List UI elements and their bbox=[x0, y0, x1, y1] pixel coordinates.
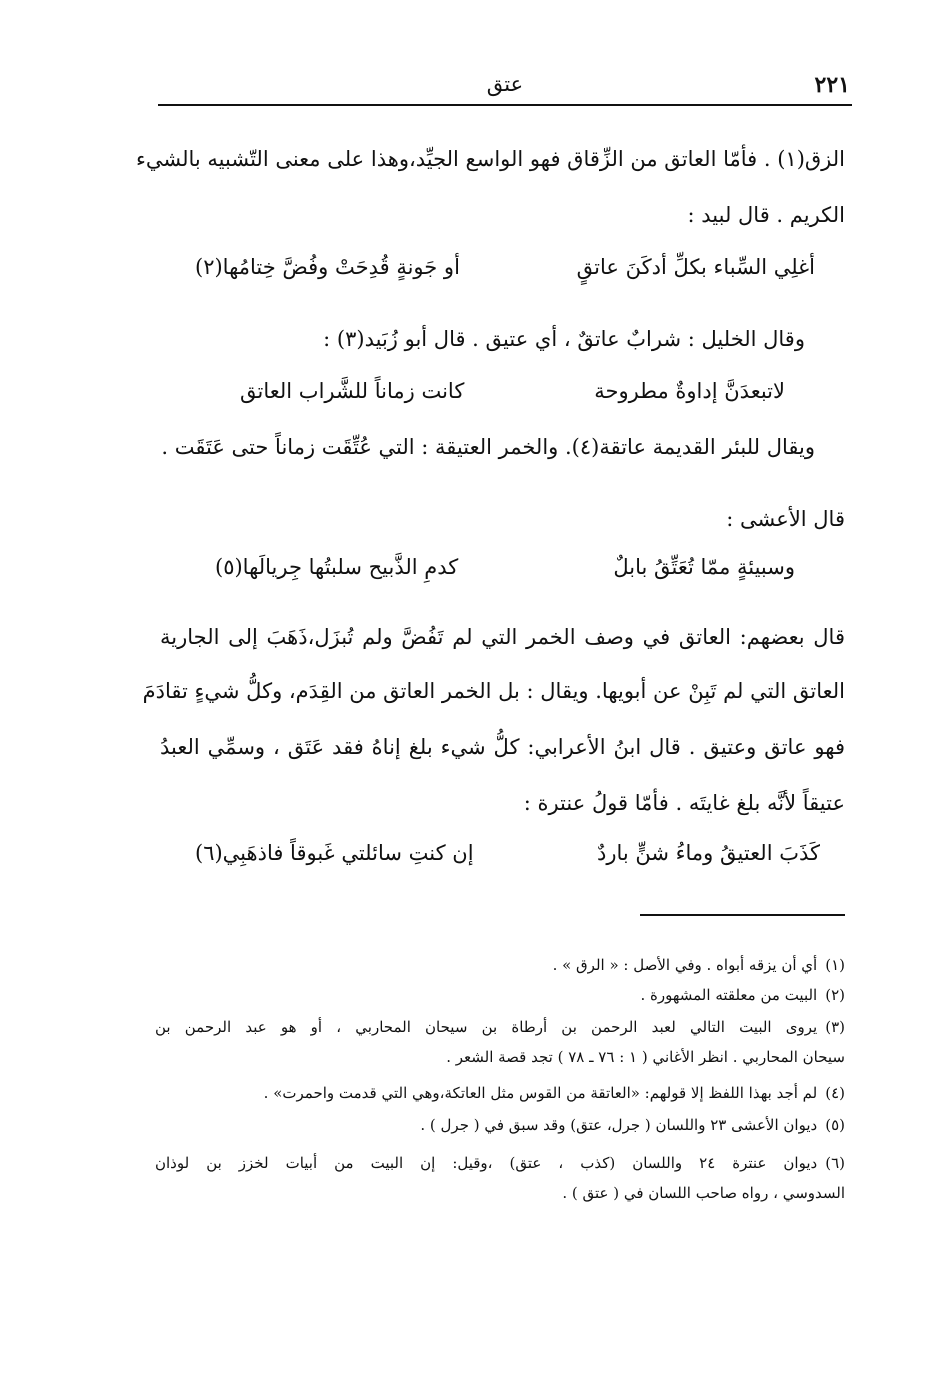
verse-second-hemistich: كدمِ الذَّبيح سلبتُها جِريالَها(٥) bbox=[215, 555, 459, 579]
verse-second-hemistich: كانت زماناً للشَّراب العاتق bbox=[240, 379, 465, 403]
verse-first-hemistich: وسبيئةٍ ممّا تُعَتِّقُ بابلٌ bbox=[613, 555, 795, 579]
footnote-text: ديوان عنترة ٢٤ واللسان (كذب ، عتق) ،وقيل: إن البيت من أبيات لخزز بن لوذان bbox=[155, 1154, 818, 1172]
footnote-continuation bbox=[155, 1046, 845, 1068]
prose-line: فهو عاتق وعتيق . قال ابنُ الأعرابي: كلُّ شيء بلغ إناهُ فقد عَتَق ، وسمِّي العبدُ bbox=[160, 735, 845, 759]
footnote bbox=[155, 954, 845, 976]
footnote bbox=[155, 1016, 845, 1038]
prose-line: ويقال للبئر القديمة عاتقة(٤). والخمر العتيقة : التي عُتِّقَت زماناً حتى عَتَقَت . bbox=[161, 435, 815, 459]
footnote-text: لم أجد بهذا اللفظ إلا قولهم: «العاتقة من القوس مثل العاتكة،وهي التي قدمت واحمرت» . bbox=[263, 1084, 818, 1102]
prose-line: قال الأعشى : bbox=[726, 507, 845, 531]
footnote-text: السدوسي ، رواه صاحب اللسان في ( عتق ) . bbox=[562, 1184, 845, 1202]
verse-first-hemistich: لاتبعدَنَّ إداوةٌ مطروحة bbox=[594, 379, 785, 403]
footnote-number: (٣) bbox=[825, 1018, 845, 1036]
footnote-number: (٢) bbox=[825, 986, 845, 1004]
footnote-separator bbox=[640, 914, 845, 916]
footnote-continuation bbox=[155, 1182, 845, 1204]
page-number: ٢٢١ bbox=[814, 72, 850, 98]
running-title: عتق bbox=[486, 72, 524, 96]
verse-second-hemistich: أو جَونةٍ قُدِحَتْ وفُضَّ خِتامُها(٢) bbox=[195, 255, 460, 279]
prose-line: وقال الخليل : شرابٌ عاتقٌ ، أي عتيق . قال أبو زُبَيد(٣) : bbox=[323, 327, 805, 351]
verse-line bbox=[215, 552, 795, 582]
header-rule bbox=[158, 104, 852, 106]
footnote bbox=[155, 984, 845, 1006]
footnote-text: ديوان الأعشى ٢٣ واللسان ( جرل، عتق) وقد سبق في ( جرل ) . bbox=[420, 1116, 818, 1134]
footnote-number: (٥) bbox=[825, 1116, 845, 1134]
prose-line: قال بعضهم: العاتق في وصف الخمر التي لم تَفُضَّ ولم تُبزَل،ذَهَبَ إلى الجارية bbox=[160, 625, 845, 649]
verse-first-hemistich: أغلِي السِّباء بكلِّ أدكَنَ عاتقٍ bbox=[576, 255, 815, 279]
footnote bbox=[155, 1082, 845, 1104]
verse-first-hemistich: كَذَبَ العتيقُ وماءُ شنٍّ باردٌ bbox=[596, 841, 820, 865]
footnote-number: (٤) bbox=[825, 1084, 845, 1102]
verse-line bbox=[240, 376, 785, 406]
footnote bbox=[155, 1114, 845, 1136]
footnote bbox=[155, 1152, 845, 1174]
page-header bbox=[160, 72, 850, 106]
footnote-text: البيت من معلقته المشهورة . bbox=[640, 986, 818, 1004]
footnote-text: يروى البيت التالي لعبد الرحمن بن أرطاة بن سيحان المحاربي ، أو هو عبد الرحمن بن bbox=[155, 1018, 818, 1036]
verse-line bbox=[195, 252, 815, 282]
prose-line: العاتق التي لم تَبِنْ عن أبويها. ويقال : بل الخمر العاتق من القِدَم، وكلُّ شيءٍ تقادَمَ bbox=[142, 679, 845, 703]
footnote-number: (١) bbox=[825, 956, 845, 974]
footnote-text: أي أن يزقه أبواه . وفي الأصل : « الرق » . bbox=[552, 956, 818, 974]
prose-line: عتيقاً لأنَّه بلغ غايتَه . فأمّا قولُ عنترة : bbox=[523, 791, 845, 815]
prose-line: الزق(١) . فأمّا العاتق من الزِّقاق فهو الواسع الجيِّد،وهذا على معنى التّشبيه بالشيء bbox=[135, 147, 845, 171]
footnote-number: (٦) bbox=[825, 1154, 845, 1172]
footnote-text: سيحان المحاربي . انظر الأغاني ( ١ : ٧٦ ـ ٧٨ ) تجد قصة الشعر . bbox=[446, 1048, 845, 1066]
verse-line bbox=[195, 838, 820, 868]
prose-line: الكريم . قال لبيد : bbox=[687, 203, 845, 227]
verse-second-hemistich: إن كنتِ سائلتي غَبوقاً فاذهَبِي(٦) bbox=[195, 841, 474, 865]
